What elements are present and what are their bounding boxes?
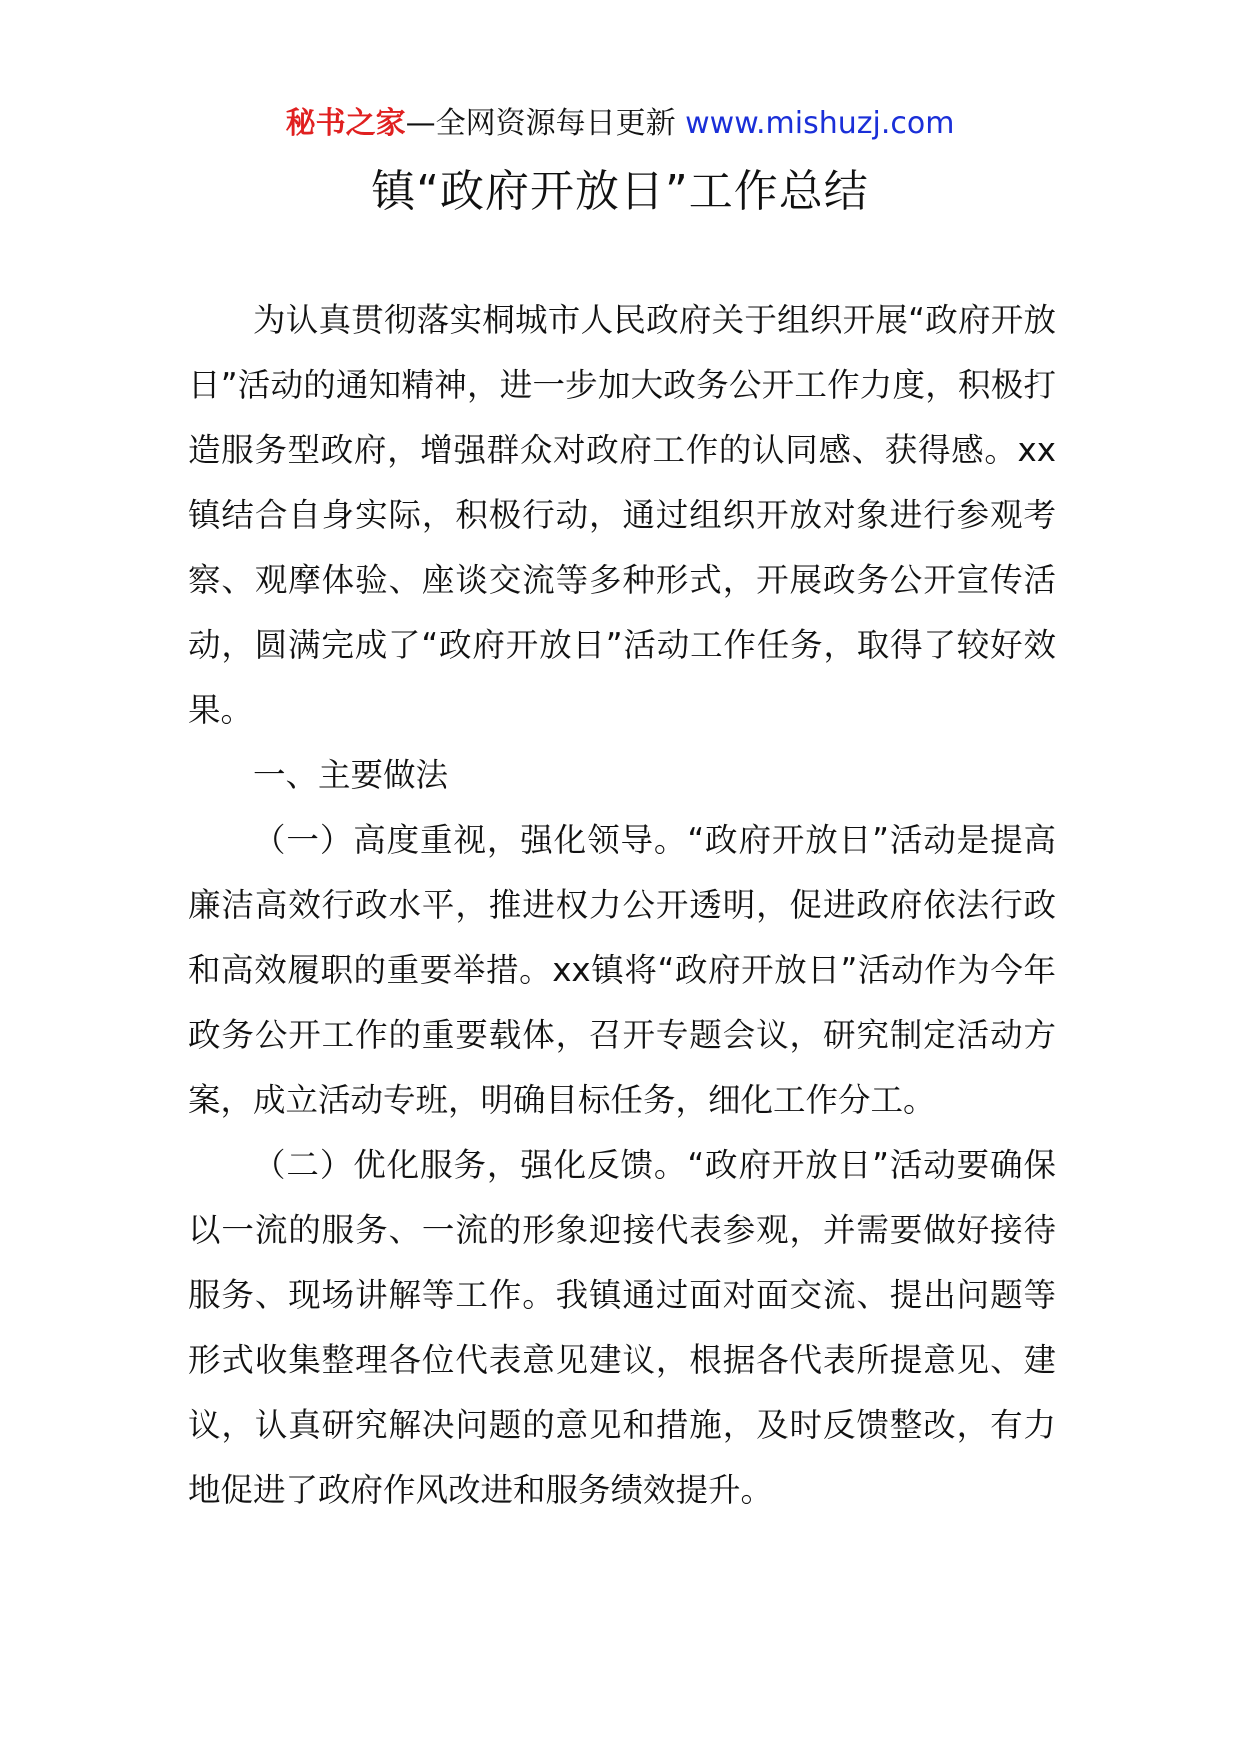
paragraph-service-feedback: （二）优化服务，强化反馈。“政府开放日”活动要确保以一流的服务、一流的形象迎接代表参观，并需要做好接待服务、现场讲解等工作。我镇通过面对面交流、提出问题等形式收集整理各位代表意见建议，根据各代表所提意见、建议，认真研究解决问题的意见和措施，及时反馈整改，有力地促进了政府作风改进和服务绩效提升。: [188, 1146, 1056, 1509]
site-url-link[interactable]: www.mishuzj.com: [685, 106, 955, 141]
brand-name: 秘书之家: [285, 106, 406, 141]
document-title: 镇“政府开放日”工作总结: [371, 166, 869, 217]
site-header: [0, 104, 1240, 144]
intro-paragraph: 为认真贯彻落实桐城市人民政府关于组织开展“政府开放日”活动的通知精神，进一步加大政务公开工作力度，积极打造服务型政府，增强群众对政府工作的认同感、获得感。xx镇结合自身实际，积极行动，通过组织开放对象进行参观考察、观摩体验、座谈交流等多种形式，开展政务公开宣传活动，圆满完成了“政府开放日”活动工作任务，取得了较好效果。: [188, 301, 1056, 729]
document-body: [188, 288, 1056, 1523]
paragraph-leadership: （一）高度重视，强化领导。“政府开放日”活动是提高廉洁高效行政水平，推进权力公开透明，促进政府依法行政和高效履职的重要举措。xx镇将“政府开放日”活动作为今年政务公开工作的重要载体，召开专题会议，研究制定活动方案，成立活动专班，明确目标任务，细化工作分工。: [188, 821, 1056, 1119]
section-heading-main-practices: 一、主要做法: [253, 756, 449, 794]
header-slogan: —全网资源每日更新: [405, 106, 676, 141]
